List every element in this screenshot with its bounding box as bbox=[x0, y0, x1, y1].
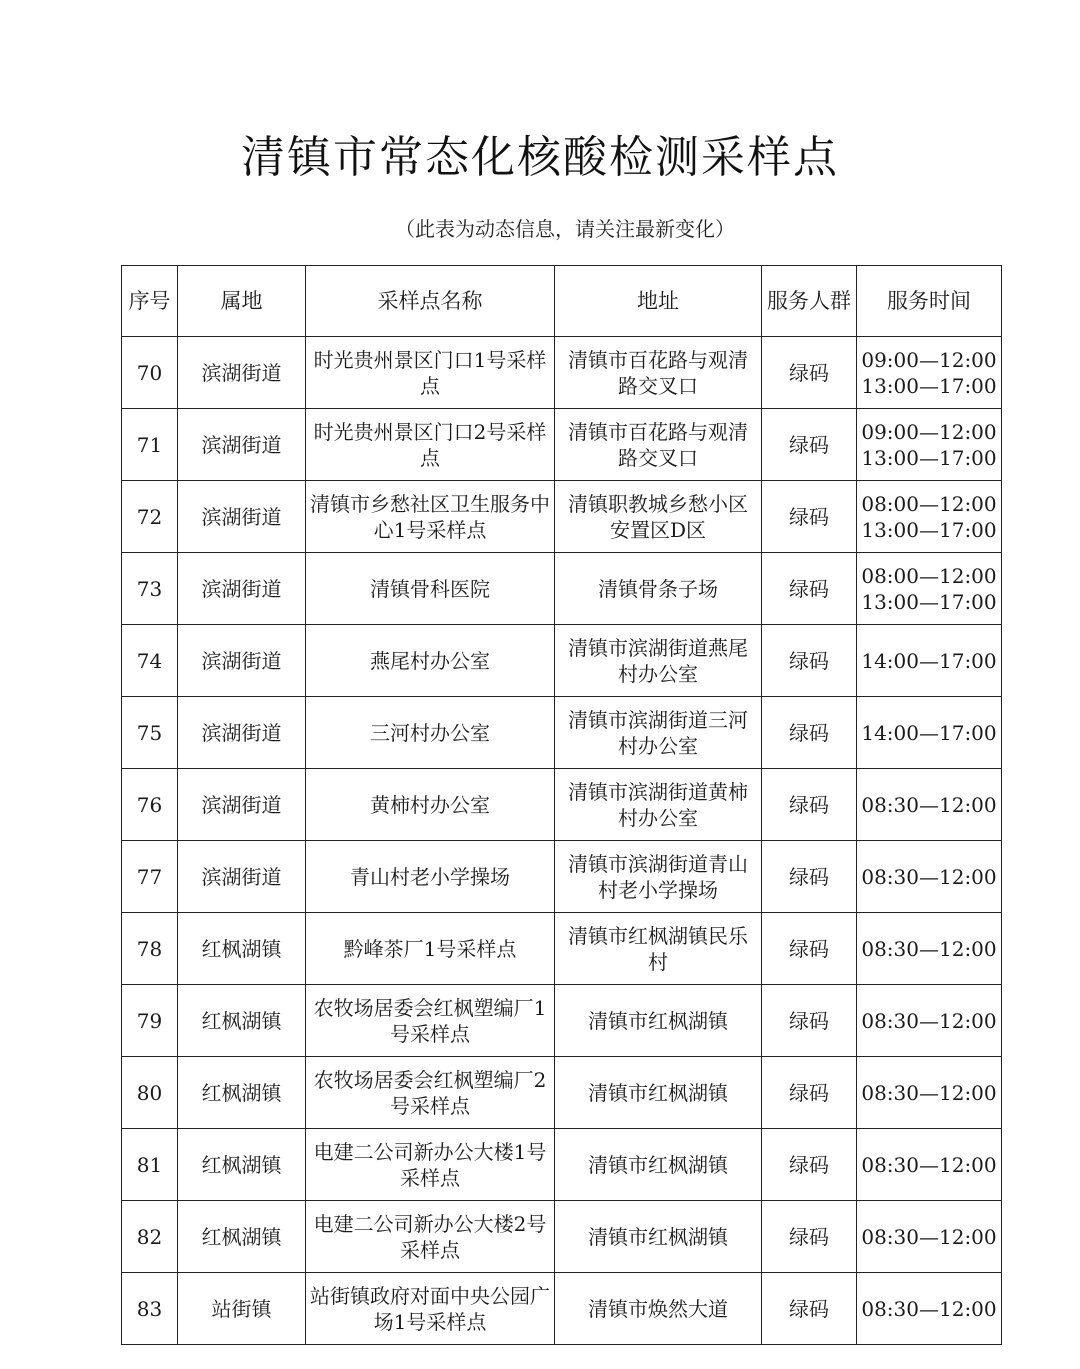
row-site-name: 站街镇政府对面中央公园广场1号采样点 bbox=[306, 1273, 555, 1345]
service-time-slot: 08:00—12:00 bbox=[861, 563, 997, 588]
row-seq: 71 bbox=[122, 409, 178, 481]
row-area: 滨湖街道 bbox=[178, 409, 306, 481]
row-service-group: 绿码 bbox=[762, 553, 857, 625]
row-address: 清镇职教城乡愁小区安置区D区 bbox=[555, 481, 762, 553]
header-service-time: 服务时间 bbox=[857, 266, 1002, 337]
service-time-slot: 08:00—12:00 bbox=[861, 491, 997, 516]
service-time-slot: 08:30—12:00 bbox=[861, 792, 997, 817]
service-time-slot: 08:30—12:00 bbox=[861, 1296, 997, 1321]
row-seq: 73 bbox=[122, 553, 178, 625]
row-service-group: 绿码 bbox=[762, 1201, 857, 1273]
row-service-time bbox=[857, 337, 1002, 409]
row-site-name: 清镇骨科医院 bbox=[306, 553, 555, 625]
table-row bbox=[122, 769, 1002, 841]
row-site-name: 清镇市乡愁社区卫生服务中心1号采样点 bbox=[306, 481, 555, 553]
service-time-slot: 13:00—17:00 bbox=[861, 373, 997, 398]
row-service-time bbox=[857, 481, 1002, 553]
row-service-time bbox=[857, 1273, 1002, 1345]
document-subtitle: （此表为动态信息，请关注最新变化） bbox=[395, 217, 735, 241]
row-service-group: 绿码 bbox=[762, 1057, 857, 1129]
row-address: 清镇市红枫湖镇民乐村 bbox=[555, 913, 762, 985]
row-service-group: 绿码 bbox=[762, 409, 857, 481]
row-seq: 78 bbox=[122, 913, 178, 985]
row-seq: 72 bbox=[122, 481, 178, 553]
row-service-time bbox=[857, 913, 1002, 985]
row-service-group: 绿码 bbox=[762, 337, 857, 409]
service-time-slot: 08:30—12:00 bbox=[861, 1224, 997, 1249]
row-service-group: 绿码 bbox=[762, 481, 857, 553]
row-service-group: 绿码 bbox=[762, 769, 857, 841]
row-service-time bbox=[857, 1201, 1002, 1273]
row-service-time bbox=[857, 769, 1002, 841]
row-service-time bbox=[857, 625, 1002, 697]
row-site-name: 时光贵州景区门口2号采样点 bbox=[306, 409, 555, 481]
row-service-time bbox=[857, 409, 1002, 481]
row-site-name: 黔峰茶厂1号采样点 bbox=[306, 913, 555, 985]
row-area: 红枫湖镇 bbox=[178, 913, 306, 985]
row-address: 清镇市红枫湖镇 bbox=[555, 985, 762, 1057]
row-seq: 70 bbox=[122, 337, 178, 409]
row-service-time bbox=[857, 1129, 1002, 1201]
service-time-slot: 13:00—17:00 bbox=[861, 445, 997, 470]
header-service-group: 服务人群 bbox=[762, 266, 857, 337]
row-service-group: 绿码 bbox=[762, 1273, 857, 1345]
sampling-sites-table bbox=[121, 265, 1002, 1345]
row-service-group: 绿码 bbox=[762, 985, 857, 1057]
table-row bbox=[122, 625, 1002, 697]
row-address: 清镇市滨湖街道青山村老小学操场 bbox=[555, 841, 762, 913]
service-time-slot: 08:30—12:00 bbox=[861, 936, 997, 961]
row-site-name: 农牧场居委会红枫塑编厂1号采样点 bbox=[306, 985, 555, 1057]
row-area: 红枫湖镇 bbox=[178, 985, 306, 1057]
row-site-name: 燕尾村办公室 bbox=[306, 625, 555, 697]
row-site-name: 电建二公司新办公大楼1号采样点 bbox=[306, 1129, 555, 1201]
row-seq: 82 bbox=[122, 1201, 178, 1273]
service-time-slot: 08:30—12:00 bbox=[861, 1080, 997, 1105]
service-time-slot: 14:00—17:00 bbox=[861, 720, 997, 745]
header-seq: 序号 bbox=[122, 266, 178, 337]
row-area: 站街镇 bbox=[178, 1273, 306, 1345]
row-seq: 80 bbox=[122, 1057, 178, 1129]
row-site-name: 农牧场居委会红枫塑编厂2号采样点 bbox=[306, 1057, 555, 1129]
row-address: 清镇市百花路与观清路交叉口 bbox=[555, 337, 762, 409]
row-address: 清镇市焕然大道 bbox=[555, 1273, 762, 1345]
row-area: 红枫湖镇 bbox=[178, 1057, 306, 1129]
table-row bbox=[122, 409, 1002, 481]
row-seq: 76 bbox=[122, 769, 178, 841]
row-address: 清镇市滨湖街道三河村办公室 bbox=[555, 697, 762, 769]
table-row bbox=[122, 1273, 1002, 1345]
row-service-group: 绿码 bbox=[762, 841, 857, 913]
row-seq: 77 bbox=[122, 841, 178, 913]
row-address: 清镇市红枫湖镇 bbox=[555, 1129, 762, 1201]
row-address: 清镇市红枫湖镇 bbox=[555, 1057, 762, 1129]
row-area: 滨湖街道 bbox=[178, 769, 306, 841]
table-row bbox=[122, 553, 1002, 625]
row-seq: 81 bbox=[122, 1129, 178, 1201]
service-time-slot: 08:30—12:00 bbox=[861, 1008, 997, 1033]
row-area: 滨湖街道 bbox=[178, 841, 306, 913]
table-row bbox=[122, 1129, 1002, 1201]
service-time-slot: 13:00—17:00 bbox=[861, 589, 997, 614]
row-address: 清镇市百花路与观清路交叉口 bbox=[555, 409, 762, 481]
header-site-name: 采样点名称 bbox=[306, 266, 555, 337]
row-address: 清镇市滨湖街道黄柿村办公室 bbox=[555, 769, 762, 841]
header-area: 属地 bbox=[178, 266, 306, 337]
row-site-name: 黄柿村办公室 bbox=[306, 769, 555, 841]
service-time-slot: 08:30—12:00 bbox=[861, 864, 997, 889]
service-time-slot: 09:00—12:00 bbox=[861, 419, 997, 444]
table-row bbox=[122, 337, 1002, 409]
row-site-name: 时光贵州景区门口1号采样点 bbox=[306, 337, 555, 409]
row-address: 清镇市滨湖街道燕尾村办公室 bbox=[555, 625, 762, 697]
row-address: 清镇骨条子场 bbox=[555, 553, 762, 625]
table-row bbox=[122, 985, 1002, 1057]
row-service-group: 绿码 bbox=[762, 697, 857, 769]
row-seq: 75 bbox=[122, 697, 178, 769]
table-row bbox=[122, 1057, 1002, 1129]
table-row bbox=[122, 1201, 1002, 1273]
row-area: 滨湖街道 bbox=[178, 481, 306, 553]
row-seq: 74 bbox=[122, 625, 178, 697]
row-area: 滨湖街道 bbox=[178, 553, 306, 625]
row-site-name: 三河村办公室 bbox=[306, 697, 555, 769]
table-row bbox=[122, 841, 1002, 913]
row-area: 滨湖街道 bbox=[178, 697, 306, 769]
row-service-group: 绿码 bbox=[762, 625, 857, 697]
row-area: 红枫湖镇 bbox=[178, 1129, 306, 1201]
row-seq: 83 bbox=[122, 1273, 178, 1345]
row-service-group: 绿码 bbox=[762, 913, 857, 985]
service-time-slot: 09:00—12:00 bbox=[861, 347, 997, 372]
row-service-time bbox=[857, 1057, 1002, 1129]
service-time-slot: 14:00—17:00 bbox=[861, 648, 997, 673]
row-service-time bbox=[857, 985, 1002, 1057]
row-area: 滨湖街道 bbox=[178, 337, 306, 409]
row-area: 滨湖街道 bbox=[178, 625, 306, 697]
row-site-name: 电建二公司新办公大楼2号采样点 bbox=[306, 1201, 555, 1273]
document-title: 清镇市常态化核酸检测采样点 bbox=[241, 132, 839, 183]
row-service-time bbox=[857, 841, 1002, 913]
table-row bbox=[122, 913, 1002, 985]
header-address: 地址 bbox=[555, 266, 762, 337]
row-service-time bbox=[857, 697, 1002, 769]
service-time-slot: 08:30—12:00 bbox=[861, 1152, 997, 1177]
table-body bbox=[122, 337, 1002, 1345]
table-row bbox=[122, 697, 1002, 769]
row-seq: 79 bbox=[122, 985, 178, 1057]
row-service-group: 绿码 bbox=[762, 1129, 857, 1201]
row-area: 红枫湖镇 bbox=[178, 1201, 306, 1273]
row-address: 清镇市红枫湖镇 bbox=[555, 1201, 762, 1273]
service-time-slot: 13:00—17:00 bbox=[861, 517, 997, 542]
row-service-time bbox=[857, 553, 1002, 625]
table-header-row bbox=[122, 266, 1002, 337]
table-row bbox=[122, 481, 1002, 553]
row-site-name: 青山村老小学操场 bbox=[306, 841, 555, 913]
